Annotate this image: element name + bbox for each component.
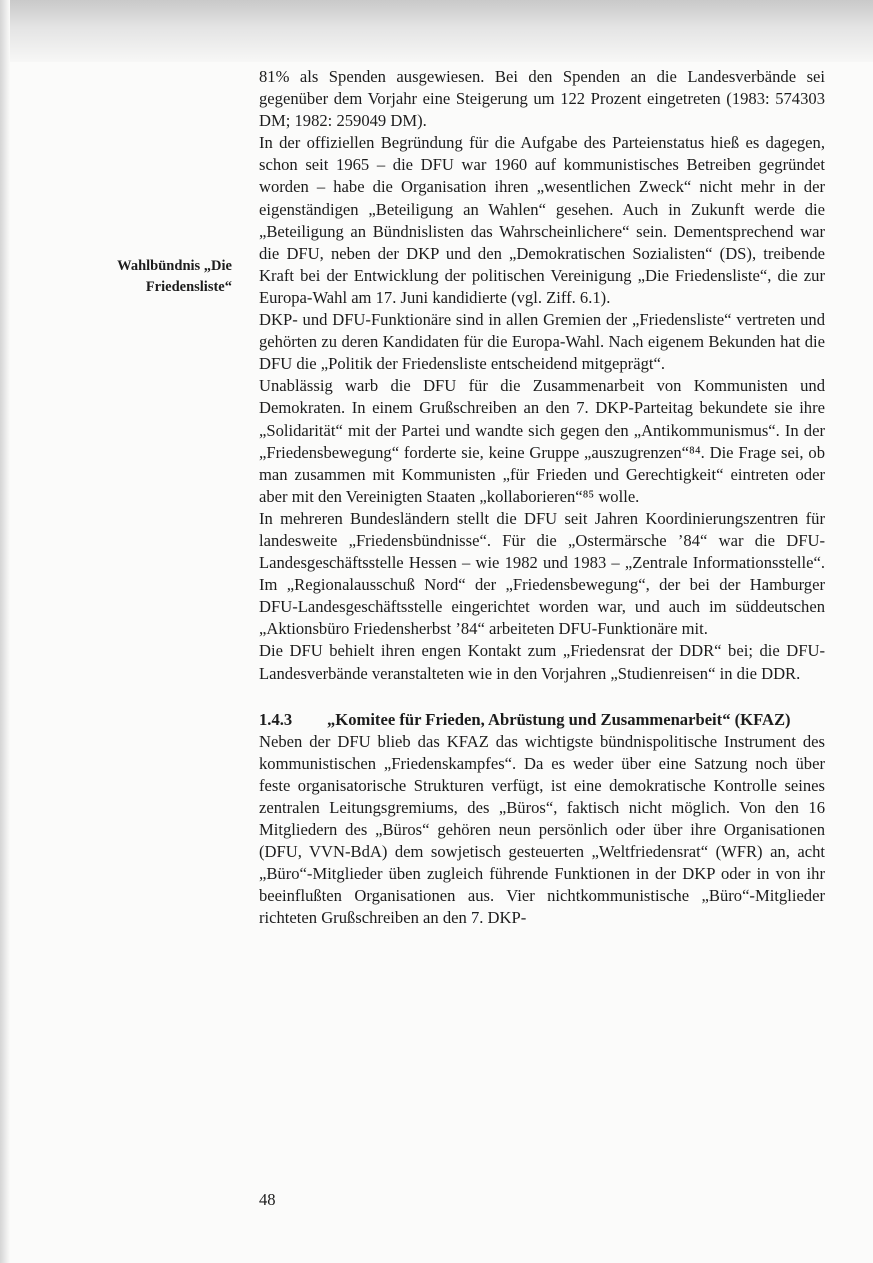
section-number: 1.4.3 [259, 709, 293, 729]
paragraph: In mehreren Bundesländern stellt die DFU seit Jahren Koordinierungszentren für landesweite „Friedensbündnisse“. Für die „Ostermärsche ’84“ war die DFU-Landesgeschäftsstelle Hessen – wie 1982 und 1983 – „Zentrale Informationsstelle“. Im „Regionalausschuß Nord“ der „Friedensbewegung“, der bei der Hamburger DFU-Landesgeschäftsstelle eingerichtet worden war, und auch im süddeutschen „Aktionsbüro Friedensherbst ’84“ arbeiteten DFU-Funktionäre mit. [259, 508, 825, 639]
margin-note: Wahlbündnis „Die Friedensliste“ [117, 258, 232, 295]
paragraph: In der offiziellen Begründung für die Aufgabe des Parteienstatus hieß es dagegen, schon seit 1965 – die DFU war 1960 auf kommunistisches Betreiben gegründet worden – habe die Organisation ihren „wesentlichen Zweck“ nicht mehr in der eigenständigen „Beteiligung an Wahlen“ gesehen. Auch in Zukunft werde die „Beteiligung an Bündnislisten das Wahrscheinlichere“ sein. Dementsprechend war die DFU, neben der DKP und den „Demokratischen Sozialisten“ (DS), treibende Kraft bei der Entwicklung der politischen Vereinigung „Die Friedensliste“, die zur Europa-Wahl am 17. Juni kandidierte (vgl. Ziff. 6.1). [259, 133, 825, 307]
section-heading [259, 709, 825, 731]
page-number: 48 [259, 1190, 276, 1209]
paragraph: Die DFU behielt ihren engen Kontakt zum „Friedensrat der DDR“ bei; die DFU-Landesverbände veranstalteten wie in den Vorjahren „Studienreisen“ in die DDR. [259, 641, 825, 683]
section-paragraph: Neben der DFU blieb das KFAZ das wichtigste bündnispolitische Instrument des kommunistischen „Friedenskampfes“. Da es weder über eine Satzung noch über feste organisatorische Strukturen verfügt, ist eine demokratische Kontrolle seines zentralen Leitungsgremiums, des „Büros“, faktisch nicht möglich. Von den 16 Mitgliedern des „Büros“ gehören neun persönlich oder über ihre Organisationen (DFU, VVN-BdA) dem sowjetisch gesteuerten „Weltfriedensrat“ (WFR) an, acht „Büro“-Mitglieder üben zugleich führende Funktionen in der DKP oder in von ihr beeinflußten Organisationen aus. Vier nichtkommunistische „Büro“-Mitglieder richteten Grußschreiben an den 7. DKP- [259, 731, 825, 928]
paragraph: DKP- und DFU-Funktionäre sind in allen Gremien der „Friedensliste“ vertreten und gehörten zu deren Kandidaten für die Europa-Wahl. Nach eigenem Bekunden hat die DFU die „Politik der Friedensliste entscheidend mitgeprägt“. [259, 310, 825, 374]
scan-top-shadow [0, 0, 873, 62]
section-title: „Komitee für Frieden, Abrüstung und Zusammenarbeit“ (KFAZ) [327, 709, 791, 729]
paragraph: 81% als Spenden ausgewiesen. Bei den Spenden an die Landesverbände sei gegenüber dem Vorjahr eine Steigerung um 122 Prozent eingetreten (1983: 574303 DM; 1982: 259049 DM). [259, 67, 825, 131]
paragraph: Unablässig warb die DFU für die Zusammenarbeit von Kommunisten und Demokraten. In einem Grußschreiben an den 7. DKP-Parteitag bekundete sie ihre „Solidarität“ mit der Partei und wandte sich gegen den „Antikommunismus“. In der „Friedensbewegung“ forderte sie, keine Gruppe „auszugrenzen“⁸⁴. Die Frage sei, ob man zusammen mit Kommunisten „für Frieden und Gerechtigkeit“ eintreten oder aber mit den Vereinigten Staaten „kollaborieren“⁸⁵ wolle. [259, 376, 825, 506]
scan-left-shadow [0, 0, 10, 1263]
main-text [259, 66, 825, 930]
